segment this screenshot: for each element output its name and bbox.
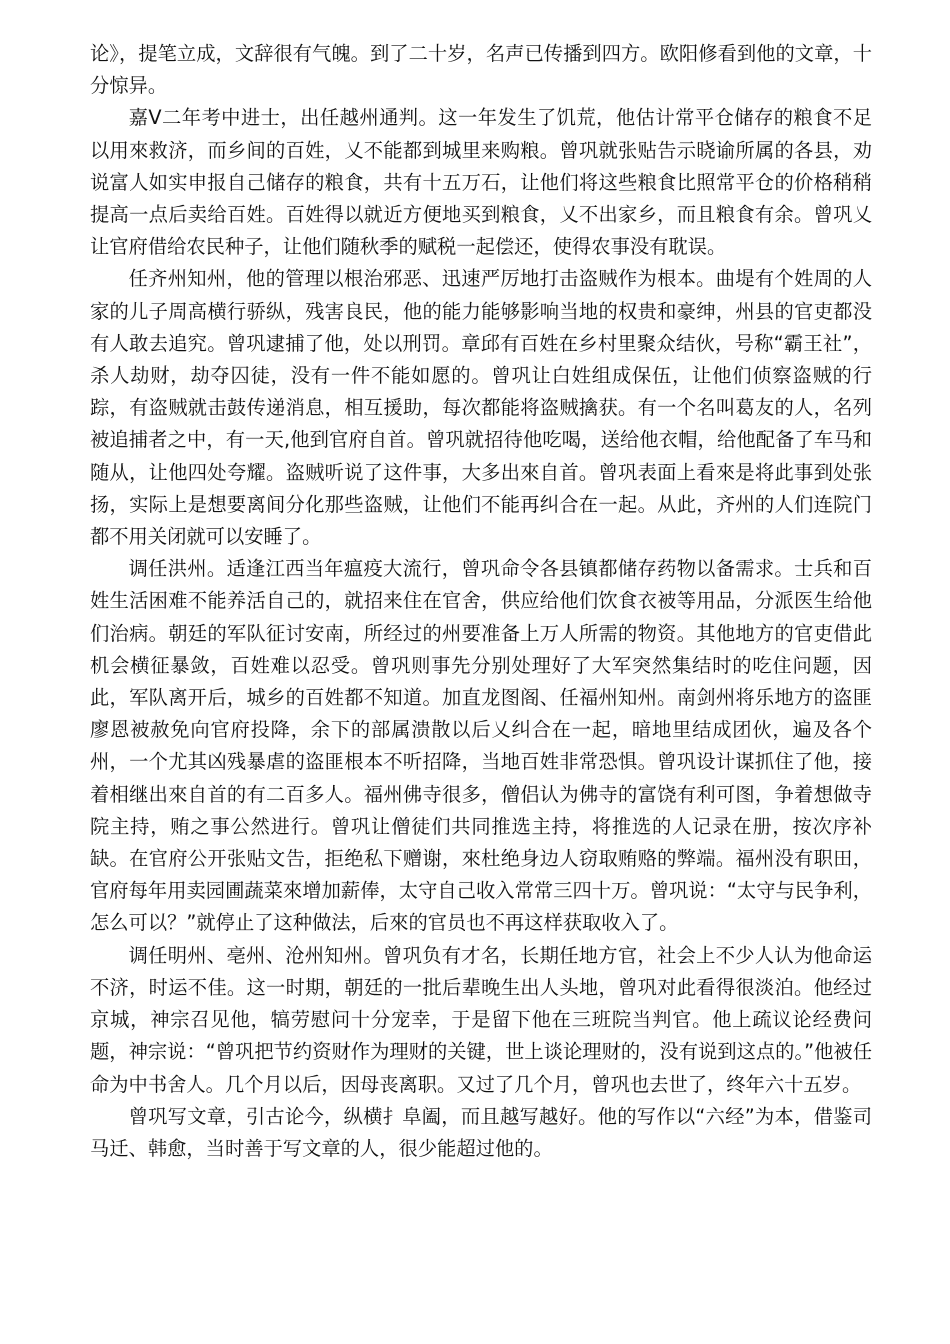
paragraph-mingzhou: 调任明州、亳州、沧州知州。曾巩负有才名，长期任地方官，社会上不少人认为他命运不济，时运不佳。这一时期，朝廷的一批后辈晚生出人头地，曾巩对此看得很淡泊。他经过京城，神宗召见他，犒劳慰问十分宠幸，于是留下他在三班院当判官。他上疏议论经费问题，神宗说：“曾巩把节约资财作为理财的关键，世上谈论理财的，没有说到这点的。”他被任命为中书舍人。几个月以后，因母丧离职。又过了几个月，曾巩也去世了，终年六十五岁。 (90, 943, 872, 1096)
paragraph-continued: 论》，提笔立成，文辞很有气魄。到了二十岁，名声已传播到四方。欧阳修看到他的文章，十分惊异。 (90, 42, 872, 98)
paragraph-hongzhou: 调任洪州。适逢江西当年瘟疫大流行，曾巩命令各县镇都储存药物以备需求。士兵和百姓生活困难不能养活自己的，就招来住在官舍，供应给他们饮食衣被等用品，分派医生给他们治病。朝廷的军队征讨安南，所经过的州要准备上万人所需的物资。其他地方的官吏借此机会横征暴敛，百姓难以忍受。曾巩则事先分别处理好了大军突然集结时的吃住问题，因此，军队离开后，城乡的百姓都不知道。加直龙图阁、任福州知州。南剑州将乐地方的盗匪廖恩被赦免向官府投降，余下的部属溃散以后乂纠合在一起，暗地里结成团伙，遍及各个州，一个尤其凶残暴虐的盗匪根本不听招降，当地百姓非常恐惧。曾巩设计谋抓住了他，接着相继出來自首的有二百多人。福州佛寺很多，僧侣认为佛寺的富饶有利可图，争着想做寺院主持，贿之事公然进行。曾巩让僧徒们共同推选主持，将推选的人记录在册，按次序补缺。在官府公开张贴文告，拒绝私下赠谢，來杜绝身边人窃取贿赂的弊端。福州没有职田，官府每年用卖园圃蔬菜來增加薪俸，太守自己收入常常三四十万。曾巩说：“太守与民争利，怎么可以？”就停止了这种做法，后來的官员也不再这样获取收入了。 (90, 557, 872, 935)
document-page (90, 38, 872, 1165)
paragraph-yuezhou: 嘉Ⅴ二年考中进士，出任越州通判。这一年发生了饥荒，他估计常平仓储存的粮食不足以用來救济，而乡间的百姓，乂不能都到城里来购粮。曾巩就张贴告示晓谕所属的各县，劝说富人如实申报自己储存的粮食，共有十五万石，让他们将这些粮食比照常平仓的价格稍稍提高一点后卖给百姓。百姓得以就近方便地买到粮食，乂不出家乡，而且粮食有余。曾巩乂让官府借给农民种子，让他们随秋季的赋税一起偿还，使得农事没有耽误。 (90, 106, 872, 259)
paragraph-qizhou: 任齐州知州，他的管理以根治邪恶、迅速严厉地打击盗贼作为根本。曲堤有个姓周的人家的儿子周高横行骄纵，残害良民，他的能力能够影响当地的权贵和豪绅，州县的官吏都没有人敢去追究。曾巩逮捕了他，处以刑罚。章邱有百姓在乡村里聚众结伙，号称“霸王社”，杀人劫财，劫夺囚徒，没有一件不能如愿的。曾巩让白姓组成保伍，让他们侦察盗贼的行踪，有盗贼就击鼓传递消息，相互援助，每次都能将盗贼擒获。有一个名叫葛友的人，名列被追捕者之中，有一天,他到官府自首。曾巩就招待他吃喝，送给他衣帽，给他配备了车马和随从，让他四处夸耀。盗贼听说了这件事，大多出來自首。曾巩表面上看來是将此事到处张扬，实际上是想要离间分化那些盗贼，让他们不能再纠合在一起。从此，齐州的人们连院门都不用关闭就可以安睡了。 (90, 267, 872, 549)
paragraph-writing: 曾巩写文章，引古论今，纵横扌阜阖，而且越写越好。他的写作以“六经”为本，借鉴司马迁、韩愈，当时善于写文章的人，很少能超过他的。 (90, 1104, 872, 1160)
